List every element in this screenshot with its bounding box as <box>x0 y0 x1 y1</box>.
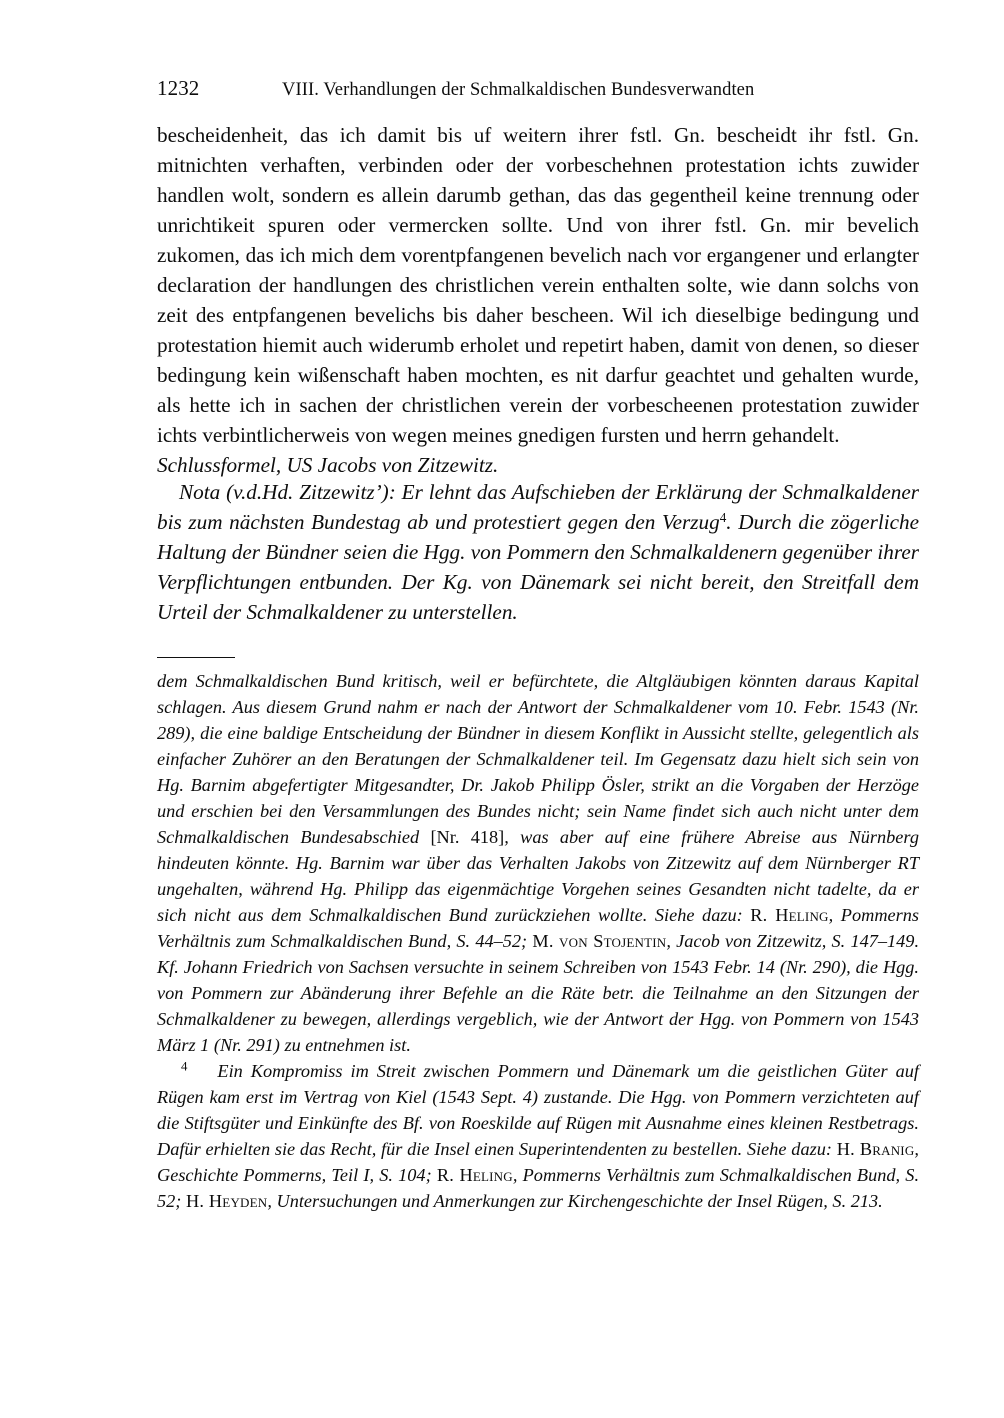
footnote-separator-rule <box>157 657 235 658</box>
schlussformel-line: Schlussformel, US Jacobs von Zitzewitz. <box>157 453 499 477</box>
nota-block <box>157 477 919 627</box>
footnote-work-heling-2: , Pommerns Verhältnis zum Schmalkaldischen Bund, S. 52; <box>157 1165 920 1211</box>
footnote-4-marker: 4 <box>181 1059 188 1074</box>
footnote-cont-segment-2: , was aber auf eine frühere Abreise aus Nürnberg hindeuten könnte. Hg. Barnim war über das Verhalten Jakobs von Zitzewitz auf dem Nürnberger RT ungehalten, während Hg. Philipp das eigenmächtige Vorgehen seines Gesandten nicht tadelte, da er sich nicht aus dem Schmalkaldischen Bund zurückziehen wollte. Siehe dazu: <box>157 827 919 925</box>
footnote-author-stojentin: M. von Stojentin <box>532 931 667 951</box>
main-text-block <box>157 120 919 480</box>
body-paragraph: bescheidenheit, das ich damit bis uf weitern ihrer fstl. Gn. bescheidt ihr fstl. Gn. mitnichten verhaften, verbinden oder der vorbeschehnen protestation ichts zuwider handlen wolt, sondern es allein darumb gethan, das das gegentheil keine trennung oder unrichtikeit spuren oder vermercken sollte. Und von ihrer fstl. Gn. mir bevelich zukomen, das ich mich dem vorentpfangenen bevelich nach vor ergangener und erlangter declaration der handlungen des christlichen verein enthalten solte, wie dann solchs von zeit des entpfangenen bevelichs bis daher bescheen. Wil ich dieselbige bedingung und protestation hiemit auch widerumb erholet und repetirt haben, damit von denen, so dieser bedingung kein wißenschaft haben mochten, es nit darfur geachtet und gehalten wurde, als hette ich in sachen der christlichen verein der vorbescheenen protestation zuwider ichts verbintlicherweis von wegen meines gnedigen fursten und herrn gehandelt. <box>157 123 919 447</box>
running-title: VIII. Verhandlungen der Schmalkaldischen Bundesverwandten <box>282 80 755 100</box>
footnote-bracket-reference: [Nr. 418] <box>430 827 505 847</box>
footnote-author-branig: H. Branig <box>836 1139 915 1159</box>
running-head <box>157 78 919 100</box>
footnote-work-stojentin: , Jacob von Zitzewitz, S. 147–149. Kf. Johann Friedrich von Sachsen versuchte in seinem Schreiben von 1543 Febr. 14 (Nr. 290), die Hgg. von Pommern zur Abänderung ihrer Befehle an die Räte betr. die Teilnahme an den Sitzungen der Schmalkaldener zu bewegen, allerdings vergeblich, wie der Antwort der Hgg. von Pommern von 1543 März 1 (Nr. 291) zu entnehmen ist. <box>157 931 920 1055</box>
footnote-cont-segment-1: dem Schmalkaldischen Bund kritisch, weil er befürchtete, die Altgläubigen könnten daraus Kapital schlagen. Aus diesem Grund nahm er nach der Antwort der Schmalkaldener vom 10. Febr. 1543 (Nr. 289), die eine baldige Entscheidung der Bündner in diesem Konflikt in Aussicht stellte, gelegentlich als einfacher Zuhörer an den Beratungen der Schmalkaldener teil. Im Gegensatz dazu hielt sich sein von Hg. Barnim abgefertigter Mitgesandter, Dr. Jakob Philipp Ösler, strikt an die Vorgaben der Herzöge und erschien bei den Versammlungen des Bundes nicht; sein Name findet sich auch nicht unter dem Schmalkaldischen Bundesabschied <box>157 671 919 847</box>
footnote-4 <box>157 1058 919 1214</box>
footnote-work-heyden: , Untersuchungen und Anmerkungen zur Kirchengeschichte der Insel Rügen, S. 213. <box>267 1191 883 1211</box>
footnote-4-segment-1: Ein Kompromiss im Streit zwischen Pommern und Dänemark um die geistlichen Güter auf Rügen kam erst im Vertrag von Kiel (1543 Sept. 4) zustande. Die Hgg. von Pommern verzichteten auf die Stiftsgüter und Einkünfte des Bf. von Roeskilde auf Rügen mit Ausnahme eines kleinen Restbetrags. Dafür erhielten sie das Recht, für die Insel einen Superintendenten zu bestellen. Siehe dazu: <box>157 1061 919 1159</box>
footnote-block <box>157 668 919 1214</box>
footnote-author-heyden: H. Heyden <box>185 1191 268 1211</box>
nota-text-part1: Nota (v.d.Hd. Zitzewitz’): Er lehnt das Aufschieben der Erklärung der Schmalkaldener bis zum nächsten Bundestag ab und protestiert gegen den Verzug <box>157 480 919 534</box>
footnote-work-branig: , Geschichte Pommerns, Teil I, S. 104; <box>157 1139 919 1185</box>
page-number: 1232 <box>157 76 200 100</box>
nota-footnote-marker: 4 <box>719 510 727 526</box>
footnote-work-heling: , Pommerns Verhältnis zum Schmalkaldischen Bund, S. 44–52; <box>157 905 919 951</box>
footnote-continued <box>157 668 919 1058</box>
nota-text-part2: . Durch die zögerliche Haltung der Bündner seien die Hgg. von Pommern den Schmalkaldenern gegenüber ihrer Verpflichtungen entbunden. Der Kg. von Dänemark sei nicht bereit, den Streitfall dem Urteil der Schmalkaldener zu unterstellen. <box>157 510 919 624</box>
footnote-author-heling-2: R. Heling <box>436 1165 513 1185</box>
footnote-author-heling: R. Heling <box>750 905 829 925</box>
nota-paragraph <box>157 477 919 627</box>
